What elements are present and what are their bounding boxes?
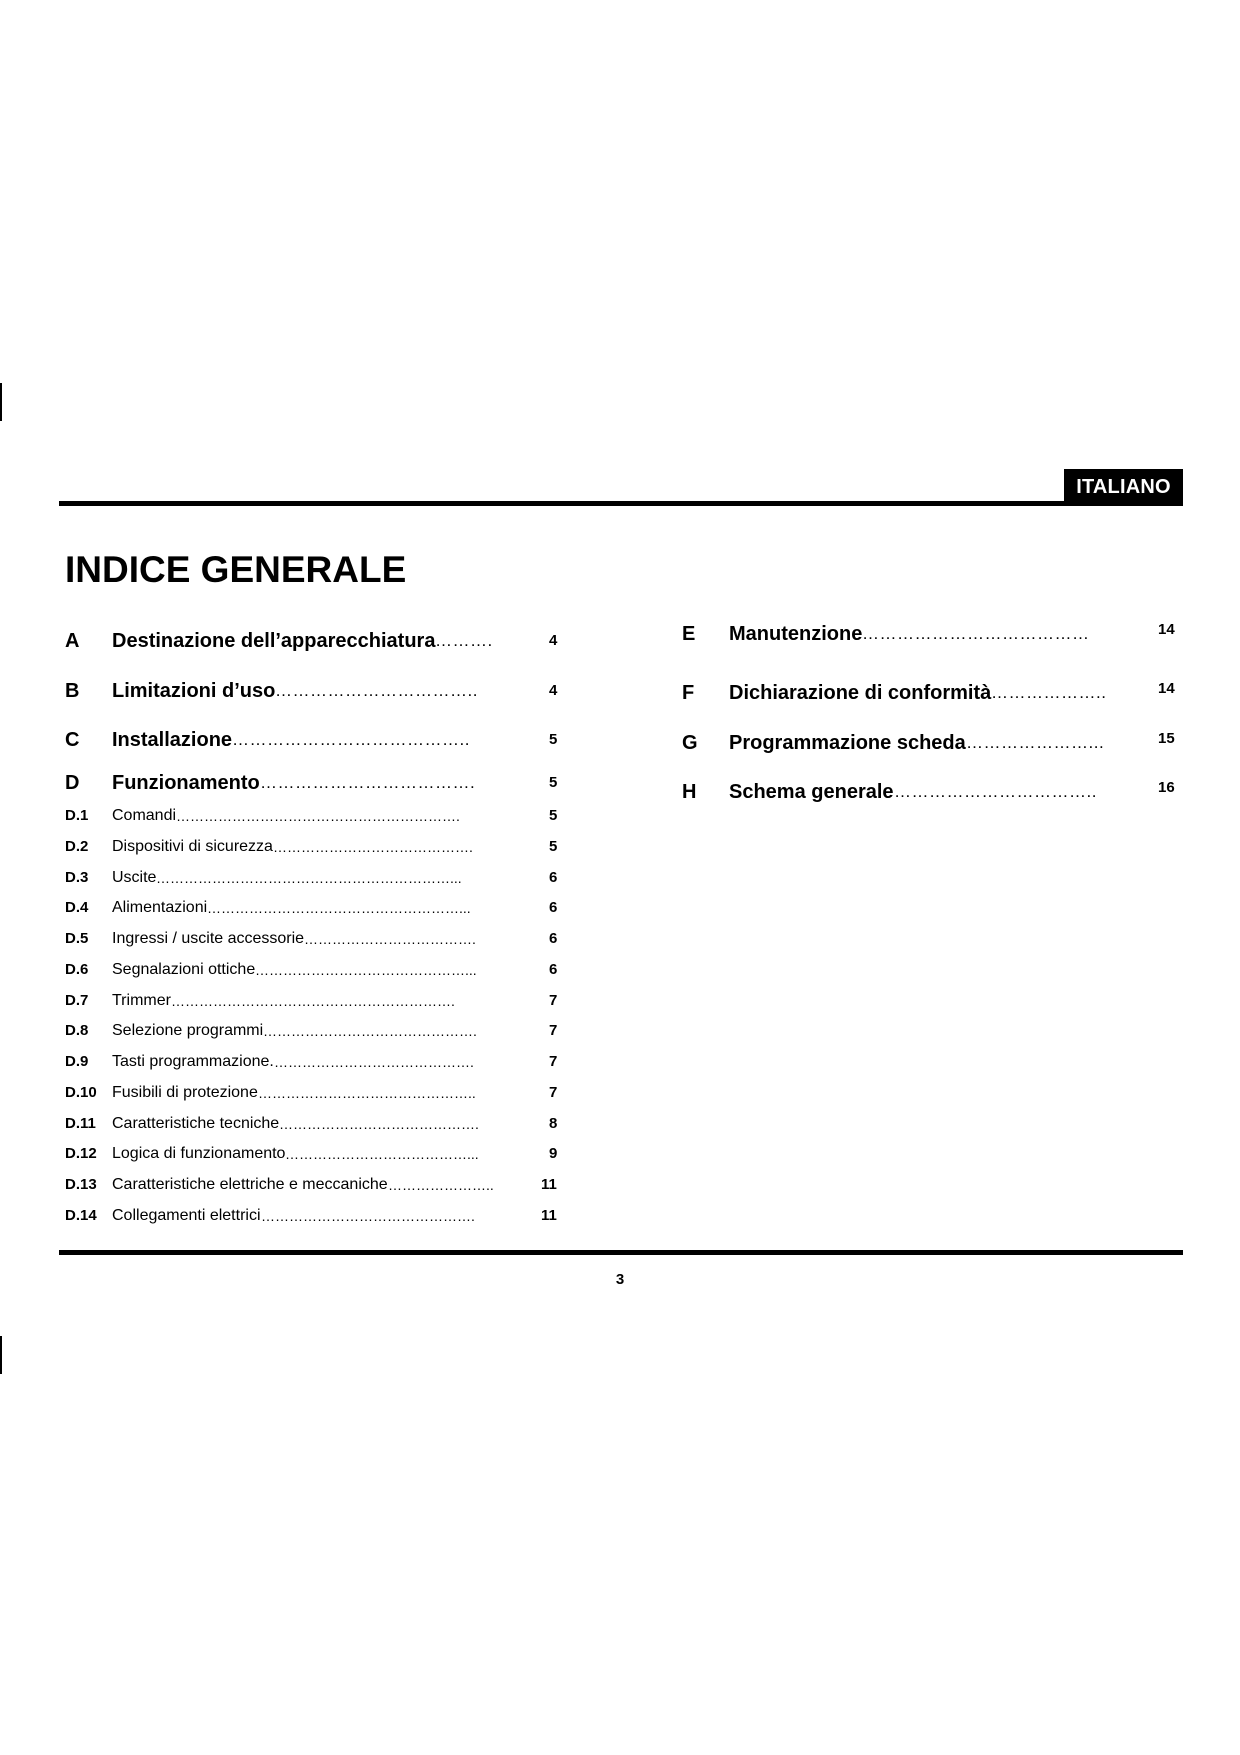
- toc-label: Segnalazioni ottiche: [112, 961, 256, 978]
- toc-code: D.1: [65, 807, 89, 824]
- toc-entry: [682, 728, 1182, 758]
- toc-code: D.14: [65, 1207, 97, 1224]
- toc-code: D.8: [65, 1022, 89, 1039]
- toc-subentry: [65, 1173, 565, 1197]
- toc-leader: …………………………………………………….: [171, 993, 455, 1009]
- toc-subentry: [65, 835, 565, 859]
- toc-page: 4: [549, 682, 558, 699]
- toc-code: E: [682, 623, 696, 645]
- toc-label: Fusibili di protezione: [112, 1084, 258, 1101]
- toc-leader: ……….: [435, 631, 493, 650]
- toc-page: 4: [549, 632, 558, 649]
- toc-page: 14: [1158, 621, 1175, 638]
- toc-page: 15: [1158, 730, 1175, 747]
- toc-entry: [65, 768, 565, 798]
- toc-page: 7: [549, 992, 558, 1009]
- toc-label: Trimmer: [112, 992, 171, 1009]
- toc-label: Logica di funzionamento: [112, 1145, 286, 1162]
- toc-subentry: [65, 1050, 565, 1074]
- toc-leader: ……………………………..: [275, 681, 478, 700]
- toc-page: 11: [541, 1176, 557, 1193]
- toc-entry: [682, 678, 1182, 708]
- toc-page: 9: [549, 1145, 558, 1162]
- toc-subentry: [65, 866, 565, 890]
- toc-leader: …………………………………….: [274, 1054, 474, 1070]
- toc-subentry: [65, 1081, 565, 1105]
- toc-page: 5: [549, 807, 558, 824]
- toc-code: D.10: [65, 1084, 97, 1101]
- toc-label: Tasti programmazione.: [112, 1053, 274, 1070]
- toc-label: Uscite: [112, 869, 157, 886]
- language-badge: ITALIANO: [1064, 469, 1183, 505]
- toc-leader: …………………………………: [862, 624, 1090, 643]
- toc-code: D.5: [65, 930, 89, 947]
- toc-label: Dichiarazione di conformità: [729, 682, 992, 704]
- toc-label: Ingressi / uscite accessorie: [112, 930, 305, 947]
- toc-code: F: [682, 682, 695, 704]
- toc-code: D.11: [65, 1115, 96, 1132]
- toc-page: 5: [549, 838, 558, 855]
- toc-leader: …………………………………………………….: [176, 808, 460, 824]
- toc-leader: ……………………………….: [304, 931, 476, 947]
- toc-code: D.3: [65, 869, 89, 886]
- toc-leader: ……………………………………….: [263, 1023, 477, 1039]
- toc-subentry: [65, 989, 565, 1013]
- toc-leader: …………………………………….: [279, 1116, 479, 1132]
- toc-leader: ……………………………………….: [261, 1208, 475, 1224]
- toc-page: 5: [549, 774, 558, 791]
- toc-page: 6: [549, 869, 558, 886]
- toc-entry: [65, 725, 565, 755]
- toc-leader: ………………………………………………...: [207, 900, 471, 916]
- toc-code: D.9: [65, 1053, 89, 1070]
- toc-leader: …………………………………….: [273, 839, 473, 855]
- toc-subentry: [65, 804, 565, 828]
- toc-page: 8: [549, 1115, 558, 1132]
- toc-code: D.12: [65, 1145, 97, 1162]
- toc-label: Dispositivi di sicurezza: [112, 838, 273, 855]
- toc-leader: ………………………………………...: [255, 962, 477, 978]
- footer-rule: [59, 1250, 1183, 1255]
- toc-entry: [682, 619, 1182, 649]
- page-number: 3: [615, 1271, 625, 1288]
- toc-leader: ……………………………….: [260, 773, 476, 792]
- toc-label: Funzionamento: [112, 772, 260, 794]
- toc-label: Selezione programmi: [112, 1022, 264, 1039]
- toc-subentry: [65, 1204, 565, 1228]
- toc-page: 6: [549, 930, 558, 947]
- toc-leader: …………………...: [966, 733, 1105, 752]
- toc-code: A: [65, 630, 80, 652]
- toc-page: 6: [549, 961, 558, 978]
- toc-entry: [65, 676, 565, 706]
- toc-code: C: [65, 729, 80, 751]
- toc-entry: [65, 626, 565, 656]
- toc-code: B: [65, 680, 80, 702]
- toc-label: Limitazioni d’uso: [112, 680, 276, 702]
- toc-code: D.6: [65, 961, 89, 978]
- crop-mark-bottom: [0, 1336, 2, 1374]
- toc-page: 14: [1158, 680, 1175, 697]
- toc-page: 11: [541, 1207, 557, 1224]
- toc-leader: …………………………………...: [285, 1146, 479, 1162]
- toc-page: 7: [549, 1053, 558, 1070]
- toc-label: Caratteristiche elettriche e meccaniche: [112, 1176, 388, 1193]
- toc-subentry: [65, 958, 565, 982]
- toc-code: D.7: [65, 992, 89, 1009]
- toc-label: Destinazione dell’apparecchiatura: [112, 630, 436, 652]
- toc-code: D.4: [65, 899, 89, 916]
- toc-label: Alimentazioni: [112, 899, 208, 916]
- toc-leader: ………………………………………..: [258, 1085, 476, 1101]
- toc-label: Programmazione scheda: [729, 732, 966, 754]
- toc-subentry: [65, 1142, 565, 1166]
- toc-leader: ……………………………..: [894, 782, 1097, 801]
- header-rule: [59, 501, 1183, 506]
- toc-page: 7: [549, 1084, 558, 1101]
- toc-page: 7: [549, 1022, 558, 1039]
- toc-subentry: [65, 896, 565, 920]
- toc-leader: ………………………………………………………...: [156, 870, 462, 886]
- toc-code: G: [682, 732, 698, 754]
- toc-leader: …………………..: [388, 1177, 494, 1193]
- toc-leader: ………………..: [991, 683, 1107, 702]
- toc-code: H: [682, 781, 697, 803]
- toc-subentry: [65, 1112, 565, 1136]
- toc-page: 5: [549, 731, 558, 748]
- toc-label: Schema generale: [729, 781, 894, 803]
- toc-subentry: [65, 927, 565, 951]
- toc-label: Manutenzione: [729, 623, 863, 645]
- toc-page: 16: [1158, 779, 1175, 796]
- toc-label: Caratteristiche tecniche: [112, 1115, 280, 1132]
- page-title: INDICE GENERALE: [65, 549, 407, 590]
- toc-page: 6: [549, 899, 558, 916]
- toc-label: Installazione: [112, 729, 233, 751]
- toc-leader: …………………………………..: [232, 730, 470, 749]
- toc-code: D.13: [65, 1176, 97, 1193]
- toc-label: Collegamenti elettrici: [112, 1207, 261, 1224]
- toc-code: D: [65, 772, 80, 794]
- toc-code: D.2: [65, 838, 89, 855]
- toc-label: Comandi: [112, 807, 177, 824]
- crop-mark-top: [0, 383, 2, 421]
- toc-subentry: [65, 1019, 565, 1043]
- toc-entry: [682, 777, 1182, 807]
